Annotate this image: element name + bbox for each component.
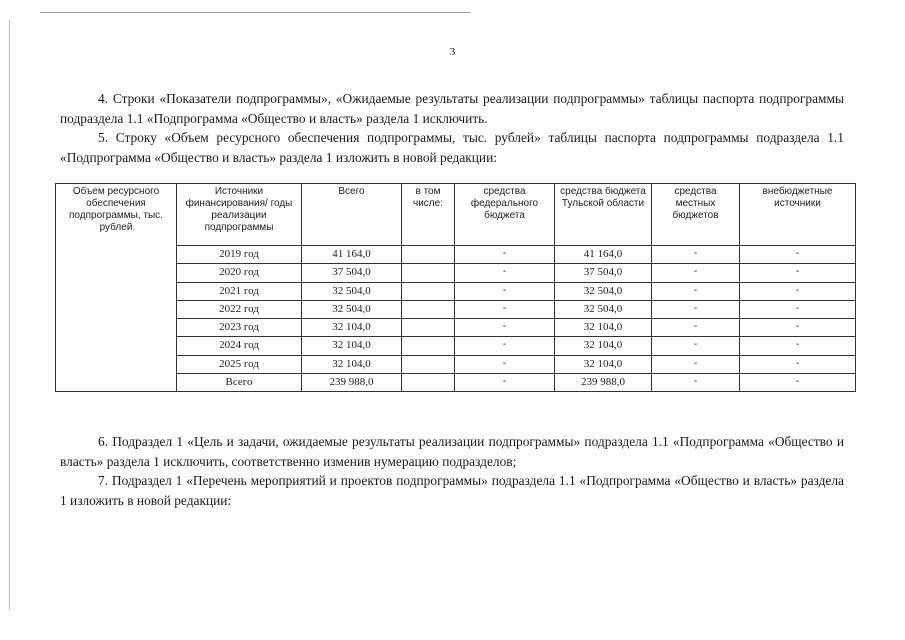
- cell-federal: -: [455, 264, 555, 282]
- cell-including: [402, 246, 455, 264]
- header-regional: средства бюджета Тульской области: [555, 184, 652, 246]
- cell-including: [402, 337, 455, 355]
- cell-regional: 32 104,0: [555, 319, 652, 337]
- header-including: в том числе:: [402, 184, 455, 246]
- cell-extrabudget: -: [740, 355, 856, 373]
- cell-extrabudget: -: [740, 282, 856, 300]
- table-header-row: [56, 184, 856, 246]
- cell-including: [402, 300, 455, 318]
- cell-local: -: [652, 337, 740, 355]
- table-row-label: Объем ресурсного обеспечения подпрограммы, тыс. рублей: [56, 184, 177, 392]
- cell-total: 32 504,0: [302, 300, 402, 318]
- cell-federal: -: [455, 282, 555, 300]
- cell-local: -: [652, 300, 740, 318]
- cell-including: [402, 374, 455, 392]
- cell-local: -: [652, 319, 740, 337]
- cell-local: -: [652, 264, 740, 282]
- cell-including: [402, 264, 455, 282]
- cell-total: 32 104,0: [302, 319, 402, 337]
- cell-total: 41 164,0: [302, 246, 402, 264]
- cell-federal: -: [455, 246, 555, 264]
- cell-extrabudget: -: [740, 337, 856, 355]
- cell-federal: -: [455, 374, 555, 392]
- cell-federal: -: [455, 355, 555, 373]
- scan-left-edge-mark: [9, 20, 10, 610]
- cell-year: 2021 год: [177, 282, 302, 300]
- header-local: средства местных бюджетов: [652, 184, 740, 246]
- cell-total: 32 504,0: [302, 282, 402, 300]
- cell-regional: 239 988,0: [555, 374, 652, 392]
- cell-year: 2020 год: [177, 264, 302, 282]
- cell-extrabudget: -: [740, 319, 856, 337]
- cell-federal: -: [455, 300, 555, 318]
- cell-year: 2022 год: [177, 300, 302, 318]
- paragraph-5: 5. Строку «Объем ресурсного обеспечения подпрограммы, тыс. рублей» таблицы паспорта подпрограммы подраздела 1.1 «Подпрограмма «Общество и власть» раздела 1 изложить в новой редакции:: [60, 130, 844, 165]
- cell-local: -: [652, 282, 740, 300]
- paragraph-6: 6. Подраздел 1 «Цель и задачи, ожидаемые результаты реализации подпрограммы» подраздела 1.1 «Подпрограмма «Общество и власть» раздела 1 исключить, соответственно изменив нумерацию подразделов;: [60, 434, 844, 469]
- cell-local: -: [652, 355, 740, 373]
- cell-total: 32 104,0: [302, 355, 402, 373]
- cell-regional: 32 504,0: [555, 282, 652, 300]
- cell-including: [402, 355, 455, 373]
- resource-table: [55, 183, 856, 392]
- paragraph-4: 4. Строки «Показатели подпрограммы», «Ожидаемые результаты реализации подпрограммы» таблицы паспорта подпрограммы подраздела 1.1 «Подпрограмма «Общество и власть» раздела 1 исключить.: [60, 91, 844, 126]
- cell-year: 2019 год: [177, 246, 302, 264]
- cell-including: [402, 319, 455, 337]
- cell-extrabudget: -: [740, 246, 856, 264]
- cell-extrabudget: -: [740, 300, 856, 318]
- header-sources: Источники финансирования/ годы реализации подпрограммы: [177, 184, 302, 246]
- cell-local: -: [652, 374, 740, 392]
- cell-federal: -: [455, 319, 555, 337]
- cell-regional: 32 504,0: [555, 300, 652, 318]
- cell-year: 2025 год: [177, 355, 302, 373]
- cell-total: 239 988,0: [302, 374, 402, 392]
- cell-year: Всего: [177, 374, 302, 392]
- cell-extrabudget: -: [740, 264, 856, 282]
- cell-including: [402, 282, 455, 300]
- header-total: Всего: [302, 184, 402, 246]
- cell-extrabudget: -: [740, 374, 856, 392]
- scan-top-edge-mark: [40, 12, 470, 13]
- cell-total: 37 504,0: [302, 264, 402, 282]
- cell-year: 2024 год: [177, 337, 302, 355]
- cell-local: -: [652, 246, 740, 264]
- header-extrabudget: внебюджетные источники: [740, 184, 856, 246]
- page-number: 3: [449, 46, 456, 58]
- cell-year: 2023 год: [177, 319, 302, 337]
- cell-federal: -: [455, 337, 555, 355]
- cell-regional: 32 104,0: [555, 355, 652, 373]
- paragraph-7: 7. Подраздел 1 «Перечень мероприятий и проектов подпрограммы» подраздела 1.1 «Подпрограмма «Общество и власть» раздела 1 изложить в новой редакции:: [60, 473, 844, 508]
- cell-regional: 32 104,0: [555, 337, 652, 355]
- cell-total: 32 104,0: [302, 337, 402, 355]
- header-federal: средства федерального бюджета: [455, 184, 555, 246]
- cell-regional: 37 504,0: [555, 264, 652, 282]
- cell-regional: 41 164,0: [555, 246, 652, 264]
